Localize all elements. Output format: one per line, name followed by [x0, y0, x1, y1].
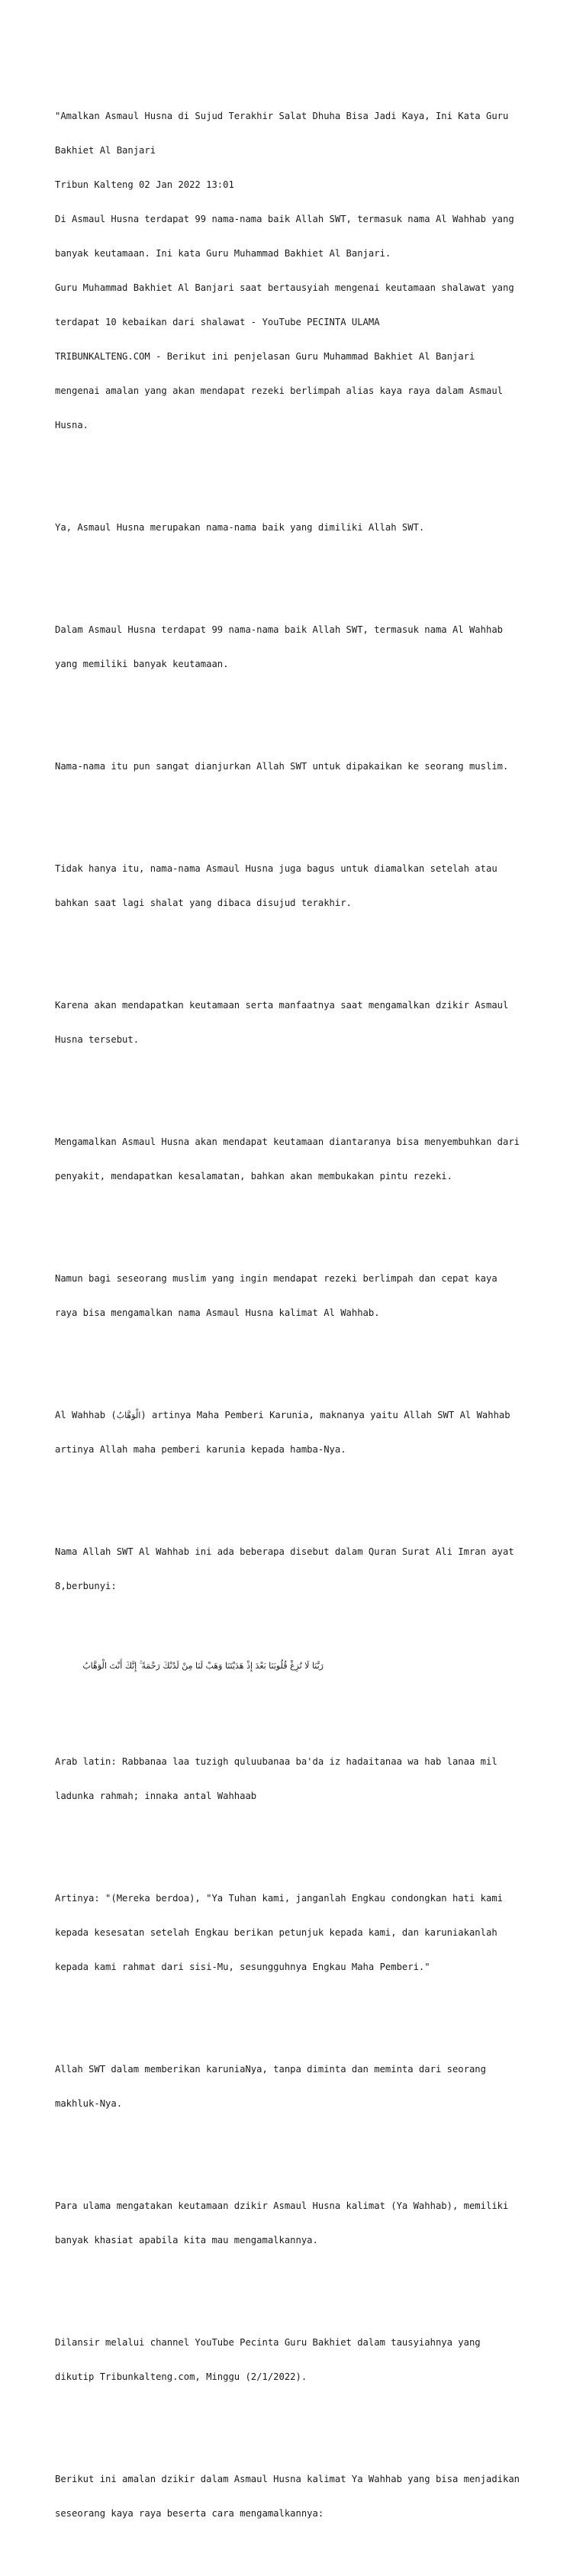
intro-line: TRIBUNKALTENG.COM - Berikut ini penjelasan Guru Muhammad Bakhiet Al Banjari	[55, 351, 475, 362]
paragraph-line: Para ulama mengatakan keutamaan dzikir Asmaul Husna kalimat (Ya Wahhab), memiliki	[55, 2200, 509, 2211]
article-source: Tribun Kalteng 02 Jan 2022 13:01	[55, 179, 234, 190]
paragraph-line: makhluk-Nya.	[55, 2098, 123, 2109]
paragraph-line: Allah SWT dalam memberikan karuniaNya, tanpa diminta dan meminta dari seorang	[55, 2064, 486, 2075]
paragraph-line: Ya, Asmaul Husna merupakan nama-nama baik yang dimiliki Allah SWT.	[55, 522, 425, 533]
paragraph-line: Karena akan mendapatkan keutamaan serta manfaatnya saat mengamalkan dzikir Asmaul	[55, 1000, 509, 1011]
paragraph-line: Namun bagi seseorang muslim yang ingin mendapat rezeki berlimpah dan cepat kaya	[55, 1273, 497, 1284]
paragraph	[55, 1870, 543, 1996]
intro-line: Husna.	[55, 420, 89, 430]
paragraph-line: Artinya: "(Mereka berdoa), "Ya Tuhan kami, janganlah Engkau condongkan hati kami	[55, 1893, 503, 1904]
paragraph-line: dikutip Tribunkalteng.com, Minggu (2/1/2022).	[55, 2371, 307, 2382]
paragraph-line: artinya Allah maha pemberi karunia kepada hamba-Nya.	[55, 1444, 346, 1455]
paragraph	[55, 1250, 543, 1342]
paragraph	[55, 738, 543, 795]
article-header	[55, 88, 543, 454]
article-title-line: Bakhiet Al Banjari	[55, 145, 156, 156]
paragraph	[55, 2178, 543, 2269]
paragraph-line: kepada kesesatan setelah Engkau berikan petunjuk kepada kami, dan karuniakanlah	[55, 1927, 497, 1938]
paragraph-line: Tidak hanya itu, nama-nama Asmaul Husna juga bagus untuk diamalkan setelah atau	[55, 863, 497, 874]
paragraph	[55, 601, 543, 693]
al-wahhab-prefix: Al Wahhab (	[55, 1410, 117, 1420]
paragraph-line: Nama Allah SWT Al Wahhab ini ada beberapa disebut dalam Quran Surat Ali Imran ayat	[55, 1546, 514, 1557]
paragraph-line: seseorang kaya raya beserta cara mengamalkannya:	[55, 2508, 324, 2519]
paragraph	[55, 1523, 543, 1615]
paragraph-line: penyakit, mendapatkan kesalamatan, bahkan akan membukakan pintu rezeki.	[55, 1171, 452, 1182]
paragraph-line	[55, 1410, 543, 1421]
document-page	[55, 53, 543, 2576]
paragraph-line: Dalam Asmaul Husna terdapat 99 nama-nama baik Allah SWT, termasuk nama Al Wahhab	[55, 624, 503, 635]
paragraph-line: Nama-nama itu pun sangat dianjurkan Allah SWT untuk dipakaikan ke seorang muslim.	[55, 761, 509, 772]
paragraph-line: Husna tersebut.	[55, 1034, 140, 1045]
paragraph	[55, 499, 543, 556]
paragraph	[55, 977, 543, 1069]
paragraph	[55, 1387, 543, 1478]
intro-line: mengenai amalan yang akan mendapat rezeki berlimpah alias kaya raya dalam Asmaul	[55, 385, 503, 396]
quran-verse-arabic: رَبَّنَا لَا تُزِغْ قُلُوبَنَا بَعْدَ إِذْ هَدَيْتَنَا وَهَبْ لَنَا مِنْ لَدُنْكَ رَحْمَةً ۚ إِنَّكَ أَنْتَ الْوَهَّابُ	[82, 1661, 324, 1671]
article-title-line: "Amalkan Asmaul Husna di Sujud Terakhir Salat Dhuha Bisa Jadi Kaya, Ini Kata Guru	[55, 111, 509, 121]
article-summary-line: banyak keutamaan. Ini kata Guru Muhammad Bakhiet Al Banjari.	[55, 248, 391, 259]
image-caption-line: terdapat 10 kebaikan dari shalawat - YouTube PECINTA ULAMA	[55, 317, 380, 327]
paragraph-line: Mengamalkan Asmaul Husna akan mendapat keutamaan diantaranya bisa menyembuhkan dari	[55, 1136, 520, 1147]
image-caption-line: Guru Muhammad Bakhiet Al Banjari saat bertausyiah mengenai keutamaan shalawat yang	[55, 282, 514, 293]
paragraph	[55, 2314, 543, 2406]
paragraph	[55, 1114, 543, 1205]
paragraph-line: kepada kami rahmat dari sisi-Mu, sesungguhnya Engkau Maha Pemberi."	[55, 1962, 430, 1972]
paragraph-line: 8,berbunyi:	[55, 1581, 117, 1591]
paragraph-line: yang memiliki banyak keutamaan.	[55, 659, 229, 669]
paragraph	[55, 2451, 543, 2542]
paragraph	[55, 1733, 543, 1825]
paragraph-line: Dilansir melalui channel YouTube Pecinta Guru Bakhiet dalam tausyiahnya yang	[55, 2337, 481, 2348]
paragraph-line: banyak khasiat apabila kita mau mengamalkannya.	[55, 2235, 318, 2246]
paragraph-line: bahkan saat lagi shalat yang dibaca disujud terakhir.	[55, 898, 352, 908]
paragraph	[55, 840, 543, 932]
paragraph	[55, 2041, 543, 2133]
article-summary-line: Di Asmaul Husna terdapat 99 nama-nama baik Allah SWT, termasuk nama Al Wahhab yang	[55, 214, 514, 224]
paragraph-line: raya bisa mengamalkan nama Asmaul Husna kalimat Al Wahhab.	[55, 1307, 380, 1318]
al-wahhab-arabic: الْوَهَّابُ	[116, 1411, 141, 1420]
al-wahhab-suffix: ) artinya Maha Pemberi Karunia, maknanya yaitu Allah SWT Al Wahhab	[140, 1410, 510, 1420]
paragraph-line: Arab latin: Rabbanaa laa tuzigh quluubanaa ba'da iz hadaitanaa wa hab lanaa mil	[55, 1756, 497, 1767]
paragraph-line: ladunka rahmah; innaka antal Wahhaab	[55, 1791, 257, 1801]
paragraph-line: Berikut ini amalan dzikir dalam Asmaul Husna kalimat Ya Wahhab yang bisa menjadikan	[55, 2474, 520, 2484]
